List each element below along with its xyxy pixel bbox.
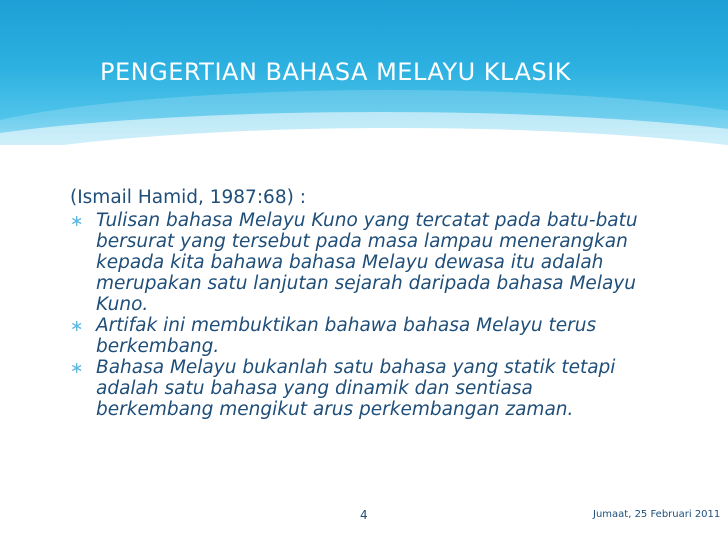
bullet-icon: ∗: [70, 358, 84, 377]
slide-header: [0, 0, 728, 145]
slide-title: PENGERTIAN BAHASA MELAYU KLASIK: [100, 58, 571, 86]
bullet-text: Bahasa Melayu bukanlah satu bahasa yang statik tetapi adalah satu bahasa yang dinamik dan sentiasa berkembang mengikut arus perkembangan zaman.: [96, 357, 616, 420]
slide-date: Jumaat, 25 Februari 2011: [593, 509, 721, 520]
bullet-text: Artifak ini membuktikan bahawa bahasa Melayu terus berkembang.: [96, 315, 597, 357]
bullet-icon: ∗: [70, 211, 84, 230]
bullet-text: Tulisan bahasa Melayu Kuno yang tercatat pada batu-batu bersurat yang tersebut pada masa lampau menerangkan kepada kita bahawa bahasa Melayu dewasa itu adalah merupakan satu lanjutan sejarah daripada bahasa Melayu Kuno.: [96, 210, 638, 315]
bullet-item: [70, 315, 655, 357]
bullet-item: [70, 210, 655, 315]
bullet-icon: ∗: [70, 316, 84, 335]
bullet-item: [70, 357, 655, 420]
slide-body: [70, 187, 655, 420]
page-number: 4: [360, 508, 368, 522]
citation: (Ismail Hamid, 1987:68) :: [70, 187, 306, 208]
